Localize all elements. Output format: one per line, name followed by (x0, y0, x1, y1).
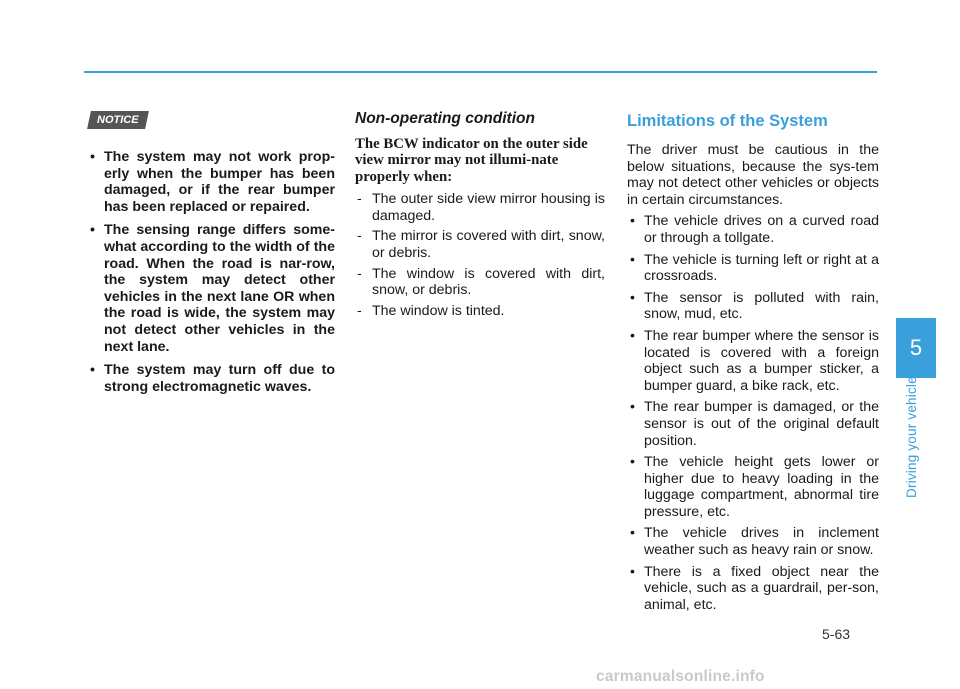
list-item: • The vehicle drives in inclement weather such as heavy rain or snow. (627, 525, 879, 558)
list-item: • The rear bumper where the sensor is located is covered with a foreign object such as a bumper sticker, a bumper guard, a bike rack, etc. (627, 328, 879, 394)
notice-item: • The sensing range differs some-what according to the width of the road. When the road is nar-row, the system may detect other vehicles in the next lane OR when the road is wide, the system may not detect other vehicles in the next lane. (87, 222, 335, 355)
column-limitations (627, 110, 879, 618)
section-heading: Limitations of the System (627, 112, 828, 130)
condition-list (355, 191, 605, 319)
list-item: - The outer side view mirror housing is damaged. (355, 191, 605, 224)
intro-paragraph: The driver must be cautious in the below situations, because the sys-tem may not detect other vehicles or objects in certain circumstances. (627, 142, 879, 208)
list-item: - The mirror is covered with dirt, snow, or debris. (355, 228, 605, 261)
list-item: • The rear bumper is damaged, or the sensor is out of the original default position. (627, 399, 879, 449)
page-number: 5-63 (822, 626, 851, 642)
column-non-operating (355, 110, 605, 323)
list-item: • The sensor is polluted with rain, snow, mud, etc. (627, 290, 879, 323)
list-item: • The vehicle drives on a curved road or through a tollgate. (627, 213, 879, 246)
list-item: • There is a fixed object near the vehicle, such as a guardrail, per-son, animal, etc. (627, 564, 879, 614)
chapter-label: Driving your vehicle (904, 376, 919, 498)
limitations-list (627, 213, 879, 613)
list-item: - The window is tinted. (355, 303, 605, 320)
notice-badge: NOTICE (87, 111, 148, 129)
list-item: - The window is covered with dirt, snow, or debris. (355, 266, 605, 299)
notice-item: • The system may turn off due to strong electromagnetic waves. (87, 362, 335, 395)
watermark: carmanualsonline.info (596, 668, 765, 685)
notice-list (87, 149, 335, 395)
section-subheading: The BCW indicator on the outer side view mirror may not illumi-nate properly when: (355, 136, 588, 185)
chapter-tab: 5 (896, 318, 936, 378)
list-item: • The vehicle height gets lower or higher due to heavy loading in the luggage compartment, abnormal tire pressure, etc. (627, 454, 879, 520)
column-notice (87, 110, 335, 402)
top-rule (84, 71, 877, 73)
list-item: • The vehicle is turning left or right at a crossroads. (627, 252, 879, 285)
section-heading: Non-operating condition (355, 110, 535, 127)
notice-item: • The system may not work prop-erly when the bumper has been damaged, or if the rear bumper has been replaced or repaired. (87, 149, 335, 215)
